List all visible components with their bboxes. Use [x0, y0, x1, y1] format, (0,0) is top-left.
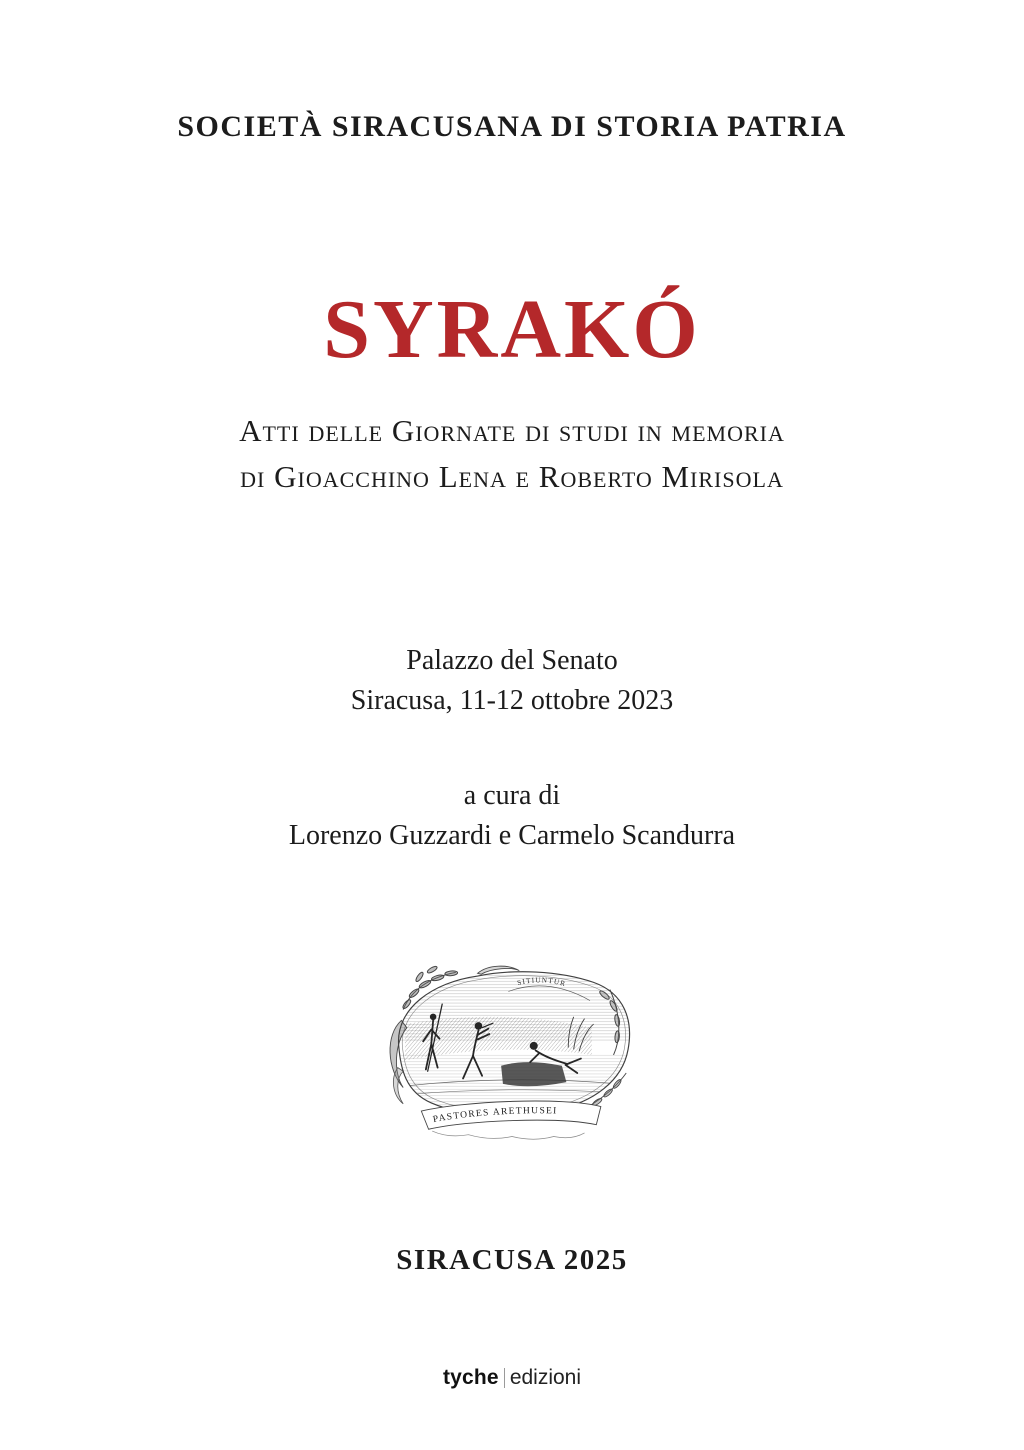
publisher-logo [0, 1366, 1024, 1390]
book-title: SYRAKÓ [323, 283, 701, 376]
imprint-city-year: SIRACUSA 2025 [396, 1244, 628, 1276]
editors-intro: a cura di [463, 780, 561, 811]
publisher-brand: tyche [442, 1366, 499, 1389]
emblem-motto: SITIUNTUR [516, 976, 567, 989]
event-venue: Palazzo del Senato [406, 645, 618, 676]
event-info [0, 641, 1024, 721]
book-subtitle-line2: di Gioacchino Lena e Roberto Mirisola [240, 459, 784, 494]
editors-names: Lorenzo Guzzardi e Carmelo Scandurra [288, 820, 736, 851]
emblem-engraving [376, 958, 648, 1150]
torn-edge [432, 1131, 584, 1139]
pastoral-vignette-engraving [376, 958, 648, 1150]
event-place-date: Siracusa, 11-12 ottobre 2023 [350, 685, 674, 716]
book-subtitle [0, 408, 1024, 500]
society-name: SOCIETÀ SIRACUSANA DI STORIA PATRIA [177, 110, 847, 143]
book-subtitle-line1: Atti delle Giornate di studi in memoria [239, 413, 785, 448]
publisher-suffix: edizioni [509, 1366, 582, 1389]
emblem-banner-text: PASTORES ARETHUSEI [432, 1106, 558, 1126]
urn-shadow [501, 1062, 566, 1086]
logo-divider [504, 1368, 505, 1388]
editors-block [0, 776, 1024, 856]
